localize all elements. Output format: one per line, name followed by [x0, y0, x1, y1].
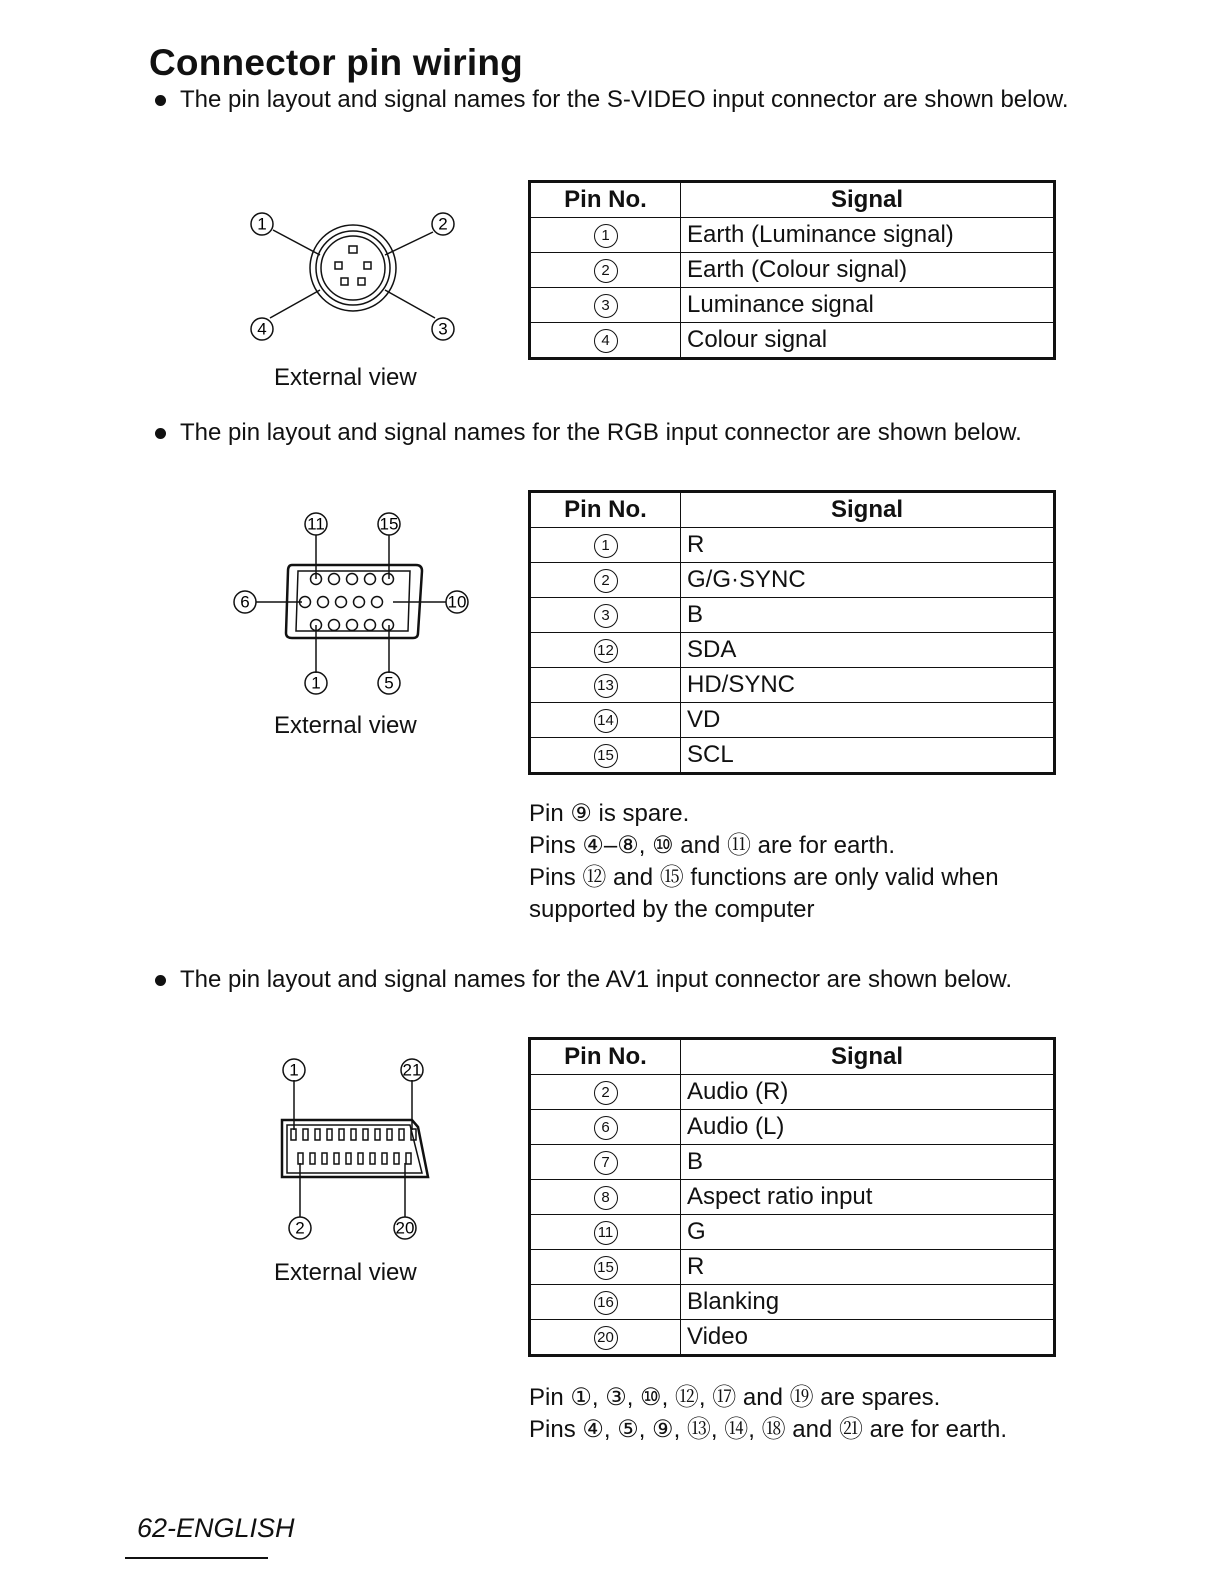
pin-label: 1	[311, 673, 321, 693]
scart-pin	[346, 1153, 351, 1164]
signal-cell: VD	[681, 703, 1055, 738]
signal-cell: Earth (Luminance signal)	[681, 218, 1055, 253]
pin-label: 10	[447, 592, 467, 612]
vga-pin-hole	[347, 620, 358, 631]
table-row	[530, 1285, 1055, 1320]
signal-header: Signal	[681, 492, 1055, 528]
page-title: Connector pin wiring	[149, 42, 523, 83]
signal-cell: Aspect ratio input	[681, 1180, 1055, 1215]
table-row	[530, 633, 1055, 668]
vga-pin-hole	[329, 574, 340, 585]
table-header-row	[530, 182, 1055, 218]
signal-cell: Audio (R)	[681, 1075, 1055, 1110]
vga-pin-hole	[365, 620, 376, 631]
vga-pin-hole	[383, 574, 394, 585]
pin-number: 4	[594, 329, 618, 353]
rgb-caption: External view	[274, 712, 417, 739]
scart-pin	[370, 1153, 375, 1164]
scart-pin	[394, 1153, 399, 1164]
svideo-connector-diagram	[240, 200, 470, 350]
pin-number: 14	[594, 709, 618, 733]
pin-label: 2	[438, 214, 448, 234]
pin-number-cell	[530, 1320, 681, 1356]
scart-pin	[382, 1153, 387, 1164]
vga-pin-hole	[354, 597, 365, 608]
av1-intro: The pin layout and signal names for the AV1 input connector are shown below.	[155, 964, 1070, 996]
signal-header: Signal	[681, 182, 1055, 218]
scart-pin	[375, 1129, 380, 1140]
pin-number-cell	[530, 288, 681, 323]
pin-number: 3	[594, 294, 618, 318]
pin-label: 6	[240, 592, 250, 612]
vga-pin-hole	[318, 597, 329, 608]
pin-label: 1	[257, 214, 267, 234]
pin-number-cell	[530, 1250, 681, 1285]
pin-no-header: Pin No.	[530, 182, 681, 218]
scart-pin	[363, 1129, 368, 1140]
pin-number: 15	[594, 1256, 618, 1280]
table-header-row	[530, 1039, 1055, 1075]
signal-cell: R	[681, 1250, 1055, 1285]
pin-number: 11	[594, 1221, 618, 1245]
pin-label: 5	[384, 673, 394, 693]
pin-number: 2	[594, 259, 618, 283]
pin-number-cell	[530, 1215, 681, 1250]
pin-label: 4	[257, 319, 267, 339]
table-row	[530, 1250, 1055, 1285]
signal-cell: G/G·SYNC	[681, 563, 1055, 598]
svideo-caption: External view	[274, 364, 417, 391]
pin-number-cell	[530, 633, 681, 668]
pin-number-cell	[530, 1145, 681, 1180]
signal-cell: G	[681, 1215, 1055, 1250]
signal-cell: Audio (L)	[681, 1110, 1055, 1145]
pin-label: 21	[402, 1060, 422, 1080]
pin-number: 12	[594, 639, 618, 663]
pin-number-cell	[530, 598, 681, 633]
table-row	[530, 1075, 1055, 1110]
table-row	[530, 703, 1055, 738]
pin-number: 15	[594, 744, 618, 768]
table-row	[530, 528, 1055, 563]
vga-pin-hole	[329, 620, 340, 631]
pin-number-cell	[530, 528, 681, 563]
table-row	[530, 1145, 1055, 1180]
note-line: Pin ①, ③, ⑩, ⑫, ⑰ and ⑲ are spares.	[529, 1384, 941, 1411]
pin-number: 13	[594, 674, 618, 698]
svideo-pin-table	[528, 180, 1056, 360]
note-line: Pin ⑨ is spare.	[529, 800, 690, 827]
signal-cell: SCL	[681, 738, 1055, 774]
pin-number-cell	[530, 253, 681, 288]
scart-pin	[358, 1153, 363, 1164]
table-row	[530, 218, 1055, 253]
signal-cell: Luminance signal	[681, 288, 1055, 323]
pin-label: 1	[289, 1060, 299, 1080]
scart-pin	[327, 1129, 332, 1140]
note-line: Pins ⑫ and ⑮ functions are only valid when	[529, 864, 999, 891]
rgb-notes	[529, 798, 999, 926]
scart-pin	[322, 1153, 327, 1164]
table-row	[530, 288, 1055, 323]
av1-pin-table	[528, 1037, 1056, 1357]
scart-pin	[334, 1153, 339, 1164]
svideo-intro: The pin layout and signal names for the S-VIDEO input connector are shown below.	[155, 84, 1070, 116]
pin-label: 2	[295, 1218, 305, 1238]
signal-cell: Video	[681, 1320, 1055, 1356]
pin-number-cell	[530, 1180, 681, 1215]
pin-number: 20	[594, 1326, 618, 1350]
pin-label: 11	[307, 514, 325, 534]
footer-rule	[125, 1557, 268, 1559]
rgb-pin-table	[528, 490, 1056, 775]
pin-no-header: Pin No.	[530, 492, 681, 528]
pin-number: 1	[594, 224, 618, 248]
signal-header: Signal	[681, 1039, 1055, 1075]
pin-label: 3	[438, 319, 448, 339]
pin-number-cell	[530, 668, 681, 703]
signal-cell: Earth (Colour signal)	[681, 253, 1055, 288]
pin-number-cell	[530, 323, 681, 359]
signal-cell: B	[681, 598, 1055, 633]
scart-pin	[310, 1153, 315, 1164]
signal-cell: Blanking	[681, 1285, 1055, 1320]
scart-pin	[303, 1129, 308, 1140]
scart-pin	[387, 1129, 392, 1140]
pin-number: 8	[594, 1186, 618, 1210]
table-row	[530, 323, 1055, 359]
table-row	[530, 598, 1055, 633]
note-line: Pins ④–⑧, ⑩ and ⑪ are for earth.	[529, 832, 896, 859]
pin-label: 20	[395, 1218, 415, 1238]
note-line: Pins ④, ⑤, ⑨, ⑬, ⑭, ⑱ and ㉑ are for earth.	[529, 1416, 1008, 1443]
pin-number: 6	[594, 1116, 618, 1140]
signal-cell: HD/SYNC	[681, 668, 1055, 703]
scart-pin	[315, 1129, 320, 1140]
table-row	[530, 738, 1055, 774]
rgb-connector-diagram	[230, 505, 475, 700]
table-row	[530, 253, 1055, 288]
av1-scart-diagram	[270, 1055, 440, 1245]
scart-pin	[298, 1153, 303, 1164]
pin-number-cell	[530, 1285, 681, 1320]
table-row	[530, 668, 1055, 703]
table-header-row	[530, 492, 1055, 528]
vga-pin-hole	[372, 597, 383, 608]
pin-number-cell	[530, 1110, 681, 1145]
pin-number: 2	[594, 569, 618, 593]
vga-pin-hole	[347, 574, 358, 585]
scart-pin	[339, 1129, 344, 1140]
signal-cell: Colour signal	[681, 323, 1055, 359]
page-number-footer: 62-ENGLISH	[137, 1513, 295, 1543]
scart-pin	[291, 1129, 296, 1140]
vga-pin-hole	[383, 620, 394, 631]
pin-number: 3	[594, 604, 618, 628]
table-row	[530, 1110, 1055, 1145]
scart-pin	[399, 1129, 404, 1140]
av1-notes	[529, 1382, 1007, 1446]
pin-number-cell	[530, 563, 681, 598]
signal-cell: R	[681, 528, 1055, 563]
signal-cell: SDA	[681, 633, 1055, 668]
note-line: supported by the computer	[529, 896, 815, 923]
rgb-intro: The pin layout and signal names for the RGB input connector are shown below.	[155, 417, 1070, 449]
pin-no-header: Pin No.	[530, 1039, 681, 1075]
scart-pin	[406, 1153, 411, 1164]
table-row	[530, 1215, 1055, 1250]
vga-pin-hole	[336, 597, 347, 608]
pin-number: 16	[594, 1291, 618, 1315]
pin-number-cell	[530, 738, 681, 774]
scart-pin	[351, 1129, 356, 1140]
pin-number: 2	[594, 1081, 618, 1105]
table-row	[530, 563, 1055, 598]
pin-number: 1	[594, 534, 618, 558]
pin-number-cell	[530, 1075, 681, 1110]
vga-pin-hole	[365, 574, 376, 585]
pin-number: 7	[594, 1151, 618, 1175]
av1-caption: External view	[274, 1259, 417, 1286]
table-row	[530, 1180, 1055, 1215]
pin-number-cell	[530, 703, 681, 738]
table-row	[530, 1320, 1055, 1356]
pin-label: 15	[379, 514, 399, 534]
signal-cell: B	[681, 1145, 1055, 1180]
pin-number-cell	[530, 218, 681, 253]
